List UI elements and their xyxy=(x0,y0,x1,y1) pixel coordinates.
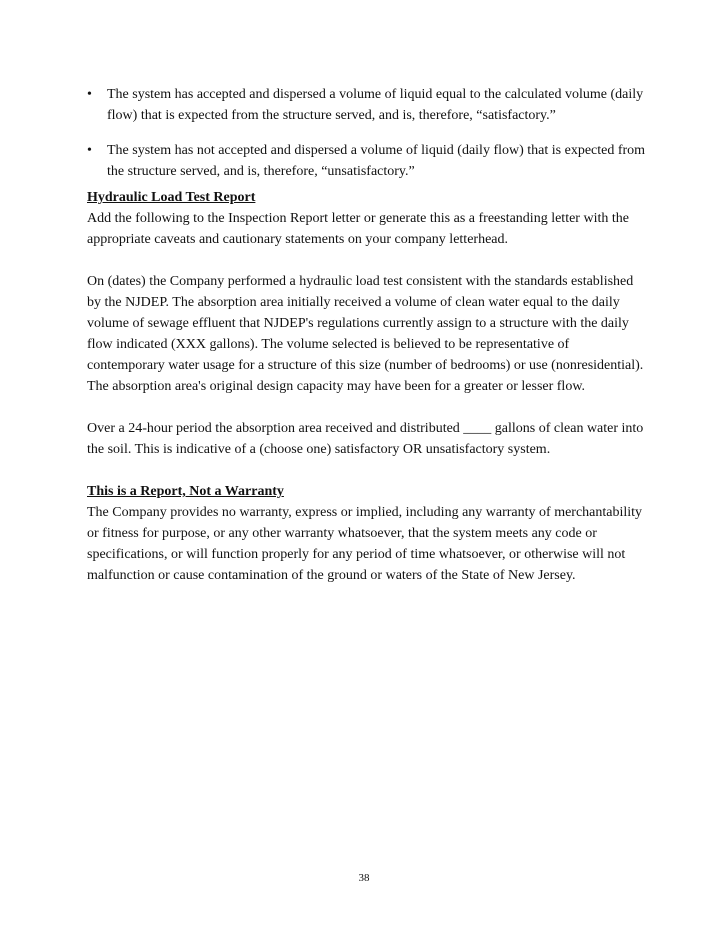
bullet-list xyxy=(87,84,647,196)
page-number: 38 xyxy=(358,872,370,884)
section-heading-not-a-warranty: This is a Report, Not a Warranty xyxy=(87,484,284,499)
intro-paragraph: Add the following to the Inspection Report letter or generate this as a freestanding letter with the appropriate caveats and cautionary statements on your company letterhead. xyxy=(87,211,629,247)
bullet-marker: • xyxy=(87,87,92,102)
test-result-paragraph: Over a 24-hour period the absorption area received and distributed ____ gallons of clean water into the soil. This is indicative of a (choose one) satisfactory OR unsatisfactory system. xyxy=(87,421,644,457)
bullet-text: The system has not accepted and dispersed a volume of liquid (daily flow) that is expected from the structure served, and is, therefore, “unsatisfactory.” xyxy=(107,143,646,179)
bullet-item-unsatisfactory xyxy=(87,140,647,182)
document-body xyxy=(87,187,647,607)
test-description-paragraph: On (dates) the Company performed a hydraulic load test consistent with the standards established by the NJDEP. The absorption area initially received a volume of clean water equal to the daily volume of sewage effluent that NJDEP's regulations currently assign to a structure with the daily flow indicated (XXX gallons). The volume selected is believed to be representative of contemporary water usage for a structure of this size (number of bedrooms) or use (nonresidential). The absorption area's original design capacity may have been for a greater or lesser flow. xyxy=(87,274,644,394)
bullet-marker: • xyxy=(87,143,92,158)
section-heading-hydraulic-load-test-report: Hydraulic Load Test Report xyxy=(87,190,256,205)
bullet-text: The system has accepted and dispersed a volume of liquid equal to the calculated volume (daily flow) that is expected from the structure served, and is, therefore, “satisfactory.” xyxy=(107,87,644,123)
bullet-item-satisfactory xyxy=(87,84,647,126)
warranty-disclaimer-paragraph: The Company provides no warranty, express or implied, including any warranty of merchantability or fitness for purpose, or any other warranty whatsoever, that the system meets any code or specifications, or will function properly for any period of time whatsoever, or otherwise will not malfunction or cause contamination of the ground or waters of the State of New Jersey. xyxy=(87,505,643,583)
